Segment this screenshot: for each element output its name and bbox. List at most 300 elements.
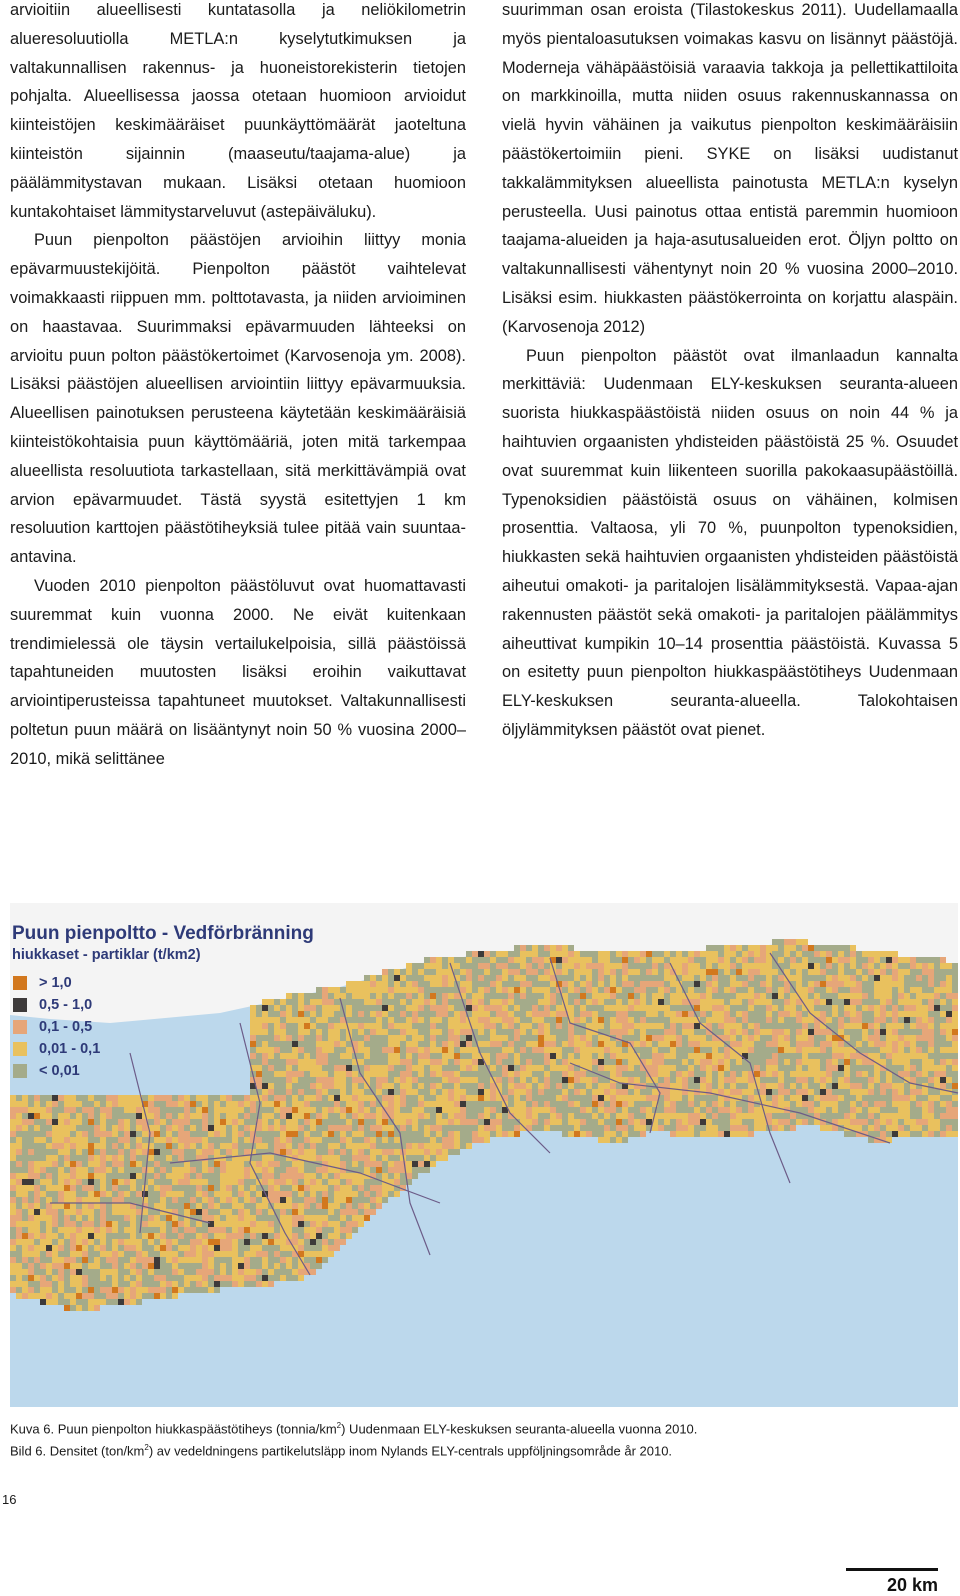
density-cell bbox=[634, 1131, 640, 1137]
density-cell bbox=[406, 1071, 412, 1077]
density-cell bbox=[376, 1023, 382, 1029]
density-cell bbox=[394, 1083, 400, 1089]
density-cell bbox=[430, 975, 436, 981]
density-cell bbox=[52, 1245, 58, 1251]
density-cell bbox=[58, 1263, 64, 1269]
density-cell bbox=[682, 963, 688, 969]
density-cell bbox=[292, 1143, 298, 1149]
density-cell bbox=[160, 1197, 166, 1203]
density-cell bbox=[322, 1089, 328, 1095]
density-cell bbox=[256, 1137, 262, 1143]
density-cell bbox=[346, 1125, 352, 1131]
density-cell bbox=[286, 1179, 292, 1185]
density-cell bbox=[172, 1167, 178, 1173]
density-cell bbox=[742, 1119, 748, 1125]
density-cell bbox=[58, 1233, 64, 1239]
density-cell bbox=[262, 1179, 268, 1185]
density-cell bbox=[778, 1065, 784, 1071]
density-cell bbox=[850, 957, 856, 963]
density-cell bbox=[10, 1155, 16, 1161]
density-cell bbox=[316, 1143, 322, 1149]
density-cell bbox=[112, 1233, 118, 1239]
density-cell bbox=[292, 1275, 298, 1281]
density-cell bbox=[334, 1077, 340, 1083]
density-cell bbox=[382, 1047, 388, 1053]
density-cell bbox=[328, 1029, 334, 1035]
density-cell bbox=[478, 981, 484, 987]
density-cell bbox=[322, 1125, 328, 1131]
density-cell bbox=[28, 1131, 34, 1137]
density-cell bbox=[706, 993, 712, 999]
density-cell bbox=[628, 963, 634, 969]
density-cell bbox=[598, 993, 604, 999]
density-cell bbox=[166, 1251, 172, 1257]
density-cell bbox=[262, 1131, 268, 1137]
density-cell bbox=[820, 969, 826, 975]
density-cell bbox=[700, 1107, 706, 1113]
density-cell bbox=[700, 1119, 706, 1125]
density-cell bbox=[304, 1185, 310, 1191]
density-cell bbox=[208, 1167, 214, 1173]
density-cell bbox=[76, 1227, 82, 1233]
density-cell bbox=[226, 1239, 232, 1245]
density-cell bbox=[178, 1113, 184, 1119]
density-cell bbox=[244, 1281, 250, 1287]
density-cell bbox=[538, 1113, 544, 1119]
density-cell bbox=[670, 1113, 676, 1119]
density-cell bbox=[586, 1017, 592, 1023]
density-cell bbox=[850, 993, 856, 999]
density-cell bbox=[436, 1101, 442, 1107]
density-cell bbox=[832, 969, 838, 975]
density-cell bbox=[412, 1143, 418, 1149]
density-cell bbox=[394, 993, 400, 999]
paragraph: arvioitiin alueellisesti kuntatasolla ja neliökilometrin alueresoluutiolla METLA:n kyselytutkimuksen ja valtakunnallisen rakennus- ja huoneistorekisterin tietojen pohjalta. Alueellisessa jaossa otetaan huomioon arvioidut kiinteistöjen keskimääräiset puunkäyttömäärät jaoteltuna kiinteistön sijainnin (maaseutu/taajama-alue) ja päälämmitystavan mukaan. Lisäksi otetaan huomioon kuntakohtaiset lämmitystarveluvut (astepäiväluku). bbox=[10, 1, 466, 221]
density-cell bbox=[424, 969, 430, 975]
density-cell bbox=[850, 1089, 856, 1095]
density-cell bbox=[52, 1107, 58, 1113]
density-cell bbox=[628, 1131, 634, 1137]
density-cell bbox=[412, 1071, 418, 1077]
density-cell bbox=[28, 1167, 34, 1173]
density-cell bbox=[610, 1023, 616, 1029]
density-cell bbox=[490, 1119, 496, 1125]
density-cell bbox=[442, 1041, 448, 1047]
density-cell bbox=[508, 951, 514, 957]
density-cell bbox=[316, 1107, 322, 1113]
density-cell bbox=[766, 1035, 772, 1041]
density-cell bbox=[82, 1173, 88, 1179]
density-cell bbox=[40, 1143, 46, 1149]
density-cell bbox=[826, 1113, 832, 1119]
density-cell bbox=[502, 975, 508, 981]
density-cell bbox=[532, 1059, 538, 1065]
density-cell bbox=[466, 1101, 472, 1107]
density-cell bbox=[316, 1059, 322, 1065]
density-cell bbox=[484, 1023, 490, 1029]
density-cell bbox=[418, 1035, 424, 1041]
density-cell bbox=[418, 993, 424, 999]
density-cell bbox=[616, 963, 622, 969]
density-cell bbox=[850, 951, 856, 957]
density-cell bbox=[82, 1125, 88, 1131]
density-cell bbox=[820, 951, 826, 957]
density-cell bbox=[670, 1089, 676, 1095]
density-cell bbox=[154, 1263, 160, 1269]
density-cell bbox=[124, 1209, 130, 1215]
density-cell bbox=[436, 1083, 442, 1089]
density-cell bbox=[760, 1089, 766, 1095]
density-cell bbox=[448, 1011, 454, 1017]
density-cell bbox=[412, 1017, 418, 1023]
density-cell bbox=[124, 1281, 130, 1287]
density-cell bbox=[622, 1059, 628, 1065]
density-cell bbox=[718, 1053, 724, 1059]
density-cell bbox=[718, 951, 724, 957]
density-cell bbox=[550, 1107, 556, 1113]
density-cell bbox=[724, 1125, 730, 1131]
density-cell bbox=[400, 1089, 406, 1095]
density-cell bbox=[742, 1035, 748, 1041]
density-cell bbox=[268, 1071, 274, 1077]
density-cell bbox=[466, 1035, 472, 1041]
density-cell bbox=[544, 993, 550, 999]
density-cell bbox=[382, 1137, 388, 1143]
density-cell bbox=[472, 1023, 478, 1029]
density-cell bbox=[364, 1125, 370, 1131]
density-cell bbox=[580, 1113, 586, 1119]
density-cell bbox=[400, 987, 406, 993]
density-cell bbox=[664, 1119, 670, 1125]
density-cell bbox=[742, 1029, 748, 1035]
density-cell bbox=[532, 993, 538, 999]
density-cell bbox=[214, 1233, 220, 1239]
density-cell bbox=[544, 1083, 550, 1089]
density-cell bbox=[826, 963, 832, 969]
density-cell bbox=[556, 1047, 562, 1053]
density-cell bbox=[124, 1233, 130, 1239]
density-cell bbox=[334, 1119, 340, 1125]
density-cell bbox=[796, 951, 802, 957]
density-cell bbox=[298, 1017, 304, 1023]
density-cell bbox=[478, 1095, 484, 1101]
density-cell bbox=[256, 1125, 262, 1131]
density-cell bbox=[574, 975, 580, 981]
density-cell bbox=[850, 987, 856, 993]
density-cell bbox=[634, 1119, 640, 1125]
density-cell bbox=[694, 1023, 700, 1029]
density-cell bbox=[22, 1191, 28, 1197]
density-cell bbox=[706, 1089, 712, 1095]
density-cell bbox=[346, 1137, 352, 1143]
density-cell bbox=[160, 1113, 166, 1119]
density-cell bbox=[202, 1209, 208, 1215]
density-cell bbox=[268, 1095, 274, 1101]
density-cell bbox=[250, 1251, 256, 1257]
density-cell bbox=[652, 951, 658, 957]
density-cell bbox=[532, 1113, 538, 1119]
density-cell bbox=[826, 1101, 832, 1107]
density-cell bbox=[16, 1257, 22, 1263]
density-cell bbox=[580, 999, 586, 1005]
density-cell bbox=[790, 1041, 796, 1047]
density-cell bbox=[508, 957, 514, 963]
density-cell bbox=[700, 1083, 706, 1089]
density-cell bbox=[160, 1167, 166, 1173]
density-cell bbox=[232, 1233, 238, 1239]
density-cell bbox=[664, 1041, 670, 1047]
density-cell bbox=[400, 981, 406, 987]
density-cell bbox=[130, 1299, 136, 1305]
density-cell bbox=[232, 1203, 238, 1209]
density-cell bbox=[478, 1065, 484, 1071]
density-cell bbox=[70, 1131, 76, 1137]
density-cell bbox=[196, 1263, 202, 1269]
density-cell bbox=[76, 1287, 82, 1293]
density-cell bbox=[340, 1137, 346, 1143]
density-cell bbox=[814, 957, 820, 963]
density-cell bbox=[370, 1101, 376, 1107]
density-cell bbox=[658, 981, 664, 987]
density-cell bbox=[16, 1227, 22, 1233]
density-cell bbox=[40, 1257, 46, 1263]
density-cell bbox=[124, 1125, 130, 1131]
density-cell bbox=[346, 981, 352, 987]
density-cell bbox=[58, 1245, 64, 1251]
density-cell bbox=[520, 1047, 526, 1053]
density-cell bbox=[670, 957, 676, 963]
density-cell bbox=[616, 1095, 622, 1101]
density-cell bbox=[142, 1281, 148, 1287]
density-cell bbox=[442, 1053, 448, 1059]
density-cell bbox=[868, 1119, 874, 1125]
density-cell bbox=[184, 1155, 190, 1161]
density-cell bbox=[16, 1233, 22, 1239]
density-cell bbox=[334, 993, 340, 999]
density-cell bbox=[322, 1197, 328, 1203]
density-cell bbox=[856, 951, 862, 957]
density-cell bbox=[556, 1119, 562, 1125]
density-cell bbox=[658, 969, 664, 975]
density-cell bbox=[730, 945, 736, 951]
density-cell bbox=[34, 1113, 40, 1119]
density-cell bbox=[610, 1113, 616, 1119]
density-cell bbox=[694, 1029, 700, 1035]
density-cell bbox=[112, 1179, 118, 1185]
density-cell bbox=[862, 1089, 868, 1095]
density-cell bbox=[610, 1095, 616, 1101]
density-cell bbox=[292, 1221, 298, 1227]
density-cell bbox=[88, 1119, 94, 1125]
density-cell bbox=[634, 1041, 640, 1047]
density-cell bbox=[580, 1059, 586, 1065]
density-cell bbox=[766, 1005, 772, 1011]
density-cell bbox=[52, 1239, 58, 1245]
density-cell bbox=[352, 1101, 358, 1107]
density-cell bbox=[796, 1035, 802, 1041]
density-cell bbox=[238, 1239, 244, 1245]
density-cell bbox=[184, 1185, 190, 1191]
density-cell bbox=[58, 1185, 64, 1191]
density-cell bbox=[16, 1209, 22, 1215]
density-cell bbox=[472, 1089, 478, 1095]
density-cell bbox=[358, 1131, 364, 1137]
density-cell bbox=[580, 1053, 586, 1059]
density-cell bbox=[454, 1041, 460, 1047]
density-cell bbox=[838, 1071, 844, 1077]
density-cell bbox=[16, 1191, 22, 1197]
density-cell bbox=[310, 1227, 316, 1233]
density-cell bbox=[76, 1101, 82, 1107]
density-cell bbox=[388, 1173, 394, 1179]
density-cell bbox=[274, 1173, 280, 1179]
density-cell bbox=[400, 975, 406, 981]
density-cell bbox=[178, 1263, 184, 1269]
density-cell bbox=[430, 1005, 436, 1011]
density-cell bbox=[772, 1125, 778, 1131]
density-cell bbox=[442, 969, 448, 975]
density-cell bbox=[334, 1239, 340, 1245]
density-cell bbox=[550, 951, 556, 957]
density-cell bbox=[118, 1215, 124, 1221]
density-cell bbox=[646, 1041, 652, 1047]
density-cell bbox=[178, 1221, 184, 1227]
density-cell bbox=[70, 1107, 76, 1113]
density-cell bbox=[508, 969, 514, 975]
density-cell bbox=[472, 963, 478, 969]
density-cell bbox=[514, 993, 520, 999]
density-cell bbox=[568, 969, 574, 975]
density-cell bbox=[730, 1083, 736, 1089]
density-cell bbox=[460, 969, 466, 975]
density-cell bbox=[712, 1041, 718, 1047]
density-cell bbox=[40, 1197, 46, 1203]
density-cell bbox=[190, 1167, 196, 1173]
density-cell bbox=[250, 1041, 256, 1047]
density-cell bbox=[304, 1143, 310, 1149]
density-cell bbox=[172, 1107, 178, 1113]
density-cell bbox=[694, 987, 700, 993]
density-cell bbox=[454, 1053, 460, 1059]
density-cell bbox=[400, 1095, 406, 1101]
density-cell bbox=[538, 945, 544, 951]
density-cell bbox=[346, 1065, 352, 1071]
density-cell bbox=[52, 1203, 58, 1209]
density-cell bbox=[16, 1143, 22, 1149]
density-cell bbox=[388, 1095, 394, 1101]
density-cell bbox=[592, 1011, 598, 1017]
density-cell bbox=[550, 1077, 556, 1083]
density-cell bbox=[730, 993, 736, 999]
density-cell bbox=[10, 1281, 16, 1287]
density-cell bbox=[82, 1119, 88, 1125]
density-cell bbox=[70, 1257, 76, 1263]
density-cell bbox=[70, 1251, 76, 1257]
density-cell bbox=[742, 1113, 748, 1119]
density-cell bbox=[640, 1005, 646, 1011]
density-cell bbox=[52, 1257, 58, 1263]
density-cell bbox=[256, 1047, 262, 1053]
density-cell bbox=[826, 1077, 832, 1083]
density-cell bbox=[322, 1143, 328, 1149]
density-cell bbox=[334, 1185, 340, 1191]
density-cell bbox=[814, 1089, 820, 1095]
density-cell bbox=[868, 1077, 874, 1083]
density-cell bbox=[226, 1197, 232, 1203]
density-cell bbox=[442, 1023, 448, 1029]
density-cell bbox=[718, 1113, 724, 1119]
density-cell bbox=[388, 969, 394, 975]
density-cell bbox=[598, 1095, 604, 1101]
density-cell bbox=[58, 1293, 64, 1299]
density-cell bbox=[274, 1053, 280, 1059]
density-cell bbox=[550, 945, 556, 951]
density-cell bbox=[70, 1113, 76, 1119]
density-cell bbox=[208, 1179, 214, 1185]
density-cell bbox=[502, 1113, 508, 1119]
density-cell bbox=[268, 1275, 274, 1281]
density-cell bbox=[64, 1095, 70, 1101]
density-cell bbox=[664, 1005, 670, 1011]
density-cell bbox=[316, 1131, 322, 1137]
density-cell bbox=[640, 1107, 646, 1113]
density-cell bbox=[208, 1119, 214, 1125]
density-cell bbox=[184, 1191, 190, 1197]
density-cell bbox=[304, 1227, 310, 1233]
density-cell bbox=[718, 993, 724, 999]
density-cell bbox=[208, 1173, 214, 1179]
density-cell bbox=[16, 1113, 22, 1119]
density-cell bbox=[478, 951, 484, 957]
density-cell bbox=[238, 1245, 244, 1251]
density-cell bbox=[688, 981, 694, 987]
density-cell bbox=[154, 1107, 160, 1113]
density-cell bbox=[412, 999, 418, 1005]
density-cell bbox=[802, 1071, 808, 1077]
density-cell bbox=[568, 999, 574, 1005]
density-cell bbox=[766, 999, 772, 1005]
density-cell bbox=[58, 1197, 64, 1203]
density-cell bbox=[496, 999, 502, 1005]
density-cell bbox=[226, 1203, 232, 1209]
density-cell bbox=[304, 1053, 310, 1059]
density-cell bbox=[304, 1191, 310, 1197]
density-cell bbox=[316, 993, 322, 999]
density-cell bbox=[736, 1029, 742, 1035]
density-cell bbox=[556, 1035, 562, 1041]
density-cell bbox=[406, 1083, 412, 1089]
density-cell bbox=[850, 981, 856, 987]
density-cell bbox=[742, 1023, 748, 1029]
density-cell bbox=[412, 1089, 418, 1095]
density-cell bbox=[322, 1071, 328, 1077]
density-cell bbox=[364, 975, 370, 981]
density-cell bbox=[202, 1227, 208, 1233]
density-cell bbox=[340, 1149, 346, 1155]
density-cell bbox=[460, 1089, 466, 1095]
density-cell bbox=[316, 1137, 322, 1143]
density-cell bbox=[466, 987, 472, 993]
density-cell bbox=[298, 1197, 304, 1203]
density-cell bbox=[166, 1119, 172, 1125]
density-cell bbox=[430, 993, 436, 999]
density-cell bbox=[292, 1071, 298, 1077]
density-cell bbox=[358, 1029, 364, 1035]
density-cell bbox=[58, 1131, 64, 1137]
density-cell bbox=[736, 1017, 742, 1023]
density-cell bbox=[868, 1035, 874, 1041]
density-cell bbox=[772, 1041, 778, 1047]
